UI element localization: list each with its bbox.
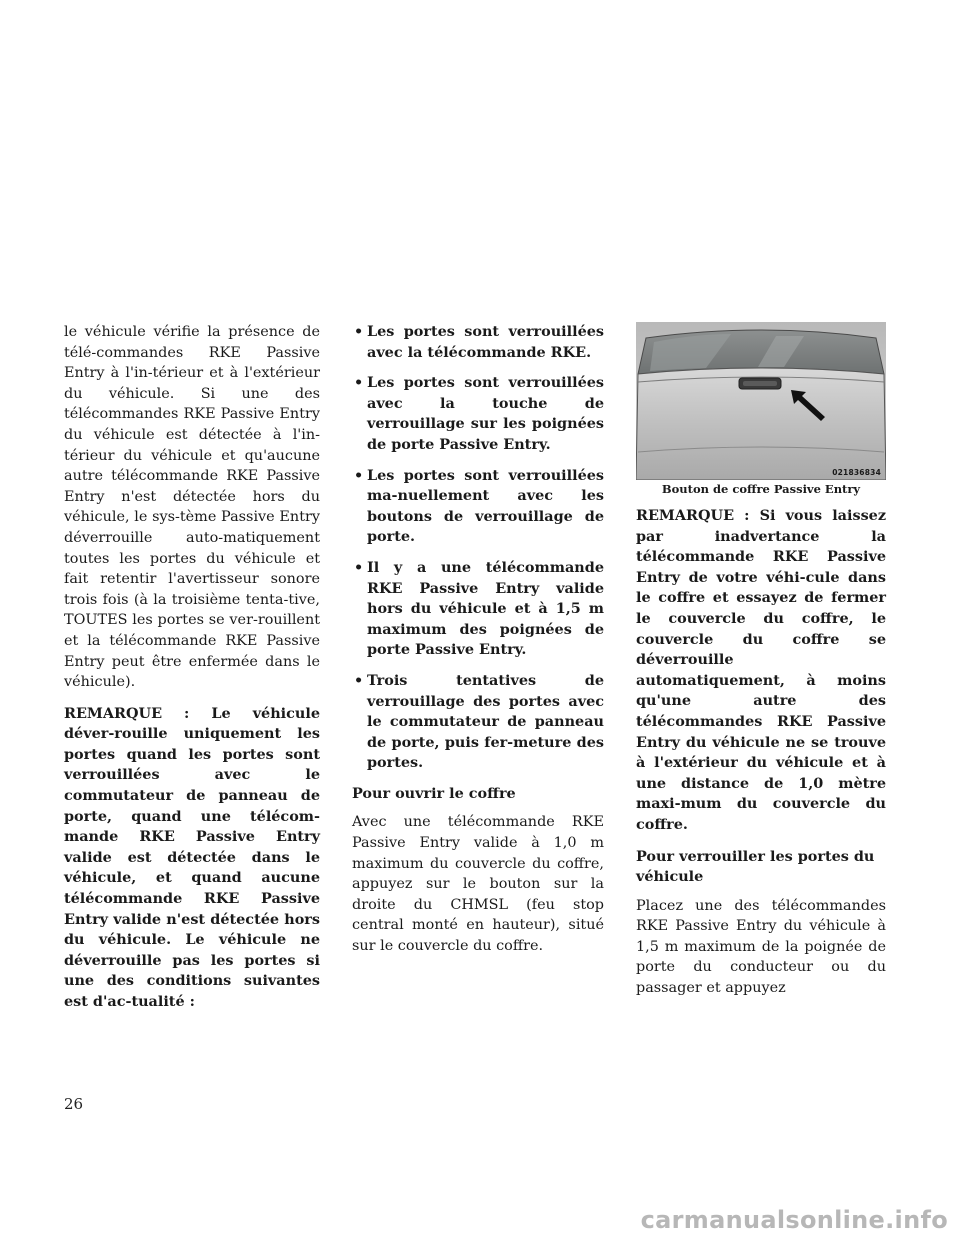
trunk-lid-illustration xyxy=(636,322,886,480)
section-heading-open-trunk: Pour ouvrir le coffre xyxy=(352,784,516,802)
lock-doors-paragraph: Placez une des télécommandes RKE Passive Entry du véhicule à 1,5 m maximum de la poignée de porte du conducteur ou du passager et appuyez xyxy=(636,897,886,997)
figure-caption: Bouton de coffre Passive Entry xyxy=(661,482,861,496)
page-number: 26 xyxy=(64,1095,84,1113)
list-item xyxy=(352,671,604,774)
section-heading-lock-doors: Pour verrouiller les portes du véhicule xyxy=(636,847,875,886)
list-item-text: Trois tentatives de verrouillage des portes avec le commutateur de panneau de porte, puis fer-meture des portes. xyxy=(367,671,604,772)
list-item xyxy=(352,466,604,548)
bullet-icon: • xyxy=(354,671,364,689)
bullet-icon: • xyxy=(354,466,364,484)
trunk-figure xyxy=(636,322,886,480)
list-item-text: Il y a une télécommande RKE Passive Entry valide hors du véhicule et à 1,5 m maximum des poignées de porte Passive Entry. xyxy=(367,558,604,659)
conditions-list xyxy=(352,322,604,774)
bullet-icon: • xyxy=(354,558,364,576)
column-1 xyxy=(64,322,320,1024)
note-paragraph: REMARQUE : Le véhicule déver-rouille uniquement les portes quand les portes sont verrouillées avec le commutateur de panneau de porte, quand une télécom-mande RKE Passive Entry valide est détectée dans le véhicule, et quand aucune télécommande RKE Passive Entry valide n'est détectée hors du véhicule. Le véhicule ne déverrouille pas les portes si une des conditions suivantes est d'ac-tualité : xyxy=(64,704,320,1010)
list-item xyxy=(352,373,604,455)
bullet-icon: • xyxy=(354,323,364,340)
figure-part-number: 021836834 xyxy=(832,468,881,477)
column-2 xyxy=(352,322,604,968)
list-item-text: Les portes sont verrouillées avec la télécommande RKE. xyxy=(367,323,604,361)
list-item xyxy=(352,558,604,661)
list-item-text: Les portes sont verrouillées ma-nuellement avec les boutons de verrouillage de porte. xyxy=(367,466,604,546)
bullet-icon: • xyxy=(354,374,364,392)
note-paragraph: REMARQUE : Si vous laissez par inadvertance la télécommande RKE Passive Entry de votre véhi-cule dans le coffre et essayez de fermer le couvercle du coffre, le couvercle du coffre se déverrouille automatiquement, à moins qu'une autre des télécommandes RKE Passive Entry du véhicule ne se trouve à l'extérieur du véhicule et à une distance de 1,0 mètre maxi-mum du couvercle du coffre. xyxy=(636,507,886,833)
column-3 xyxy=(636,322,886,1010)
list-item xyxy=(352,322,604,363)
list-item-text: Les portes sont verrouillées avec la touche de verrouillage sur les poignées de porte Passive Entry. xyxy=(367,374,604,453)
intro-paragraph: le véhicule vérifie la présence de télé-commandes RKE Passive Entry à l'in-térieur et à l'extérieur du véhicule. Si une des télécommandes RKE Passive Entry du véhicule est détectée à l'in-térieur du véhicule et qu'aucune autre télécommande RKE Passive Entry n'est détectée hors du véhicule, le sys-tème Passive Entry déverrouille auto-matiquement toutes les portes du véhicule et fait retentir l'avertisseur sonore trois fois (à la troisième tenta-tive, TOUTES les portes se ver-rouillent et la télécommande RKE Passive Entry peut être enfermée dans le véhicule). xyxy=(64,324,320,691)
watermark-logo: carmanualsonline.info xyxy=(640,1206,948,1234)
open-trunk-paragraph: Avec une télécommande RKE Passive Entry valide à 1,0 m maximum du couvercle du coffre, appuyez sur le bouton sur la droite du CHMSL (feu stop central monté en hauteur), situé sur le couvercle du coffre. xyxy=(352,814,604,955)
